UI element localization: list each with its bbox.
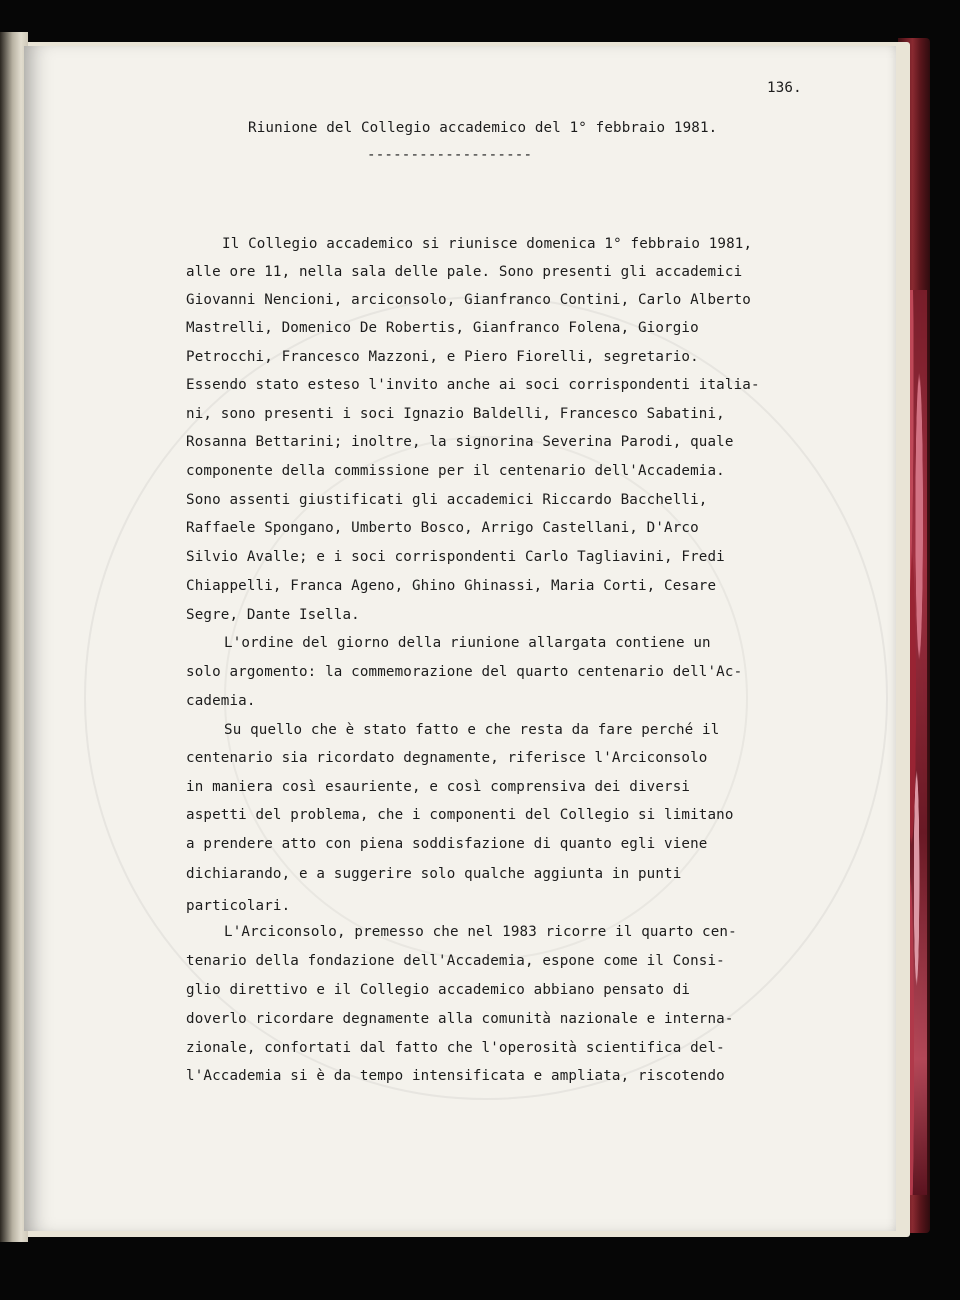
text-line: solo argomento: la commemorazione del quarto centenario dell'Ac-	[186, 664, 743, 680]
text-line: l'Accademia si è da tempo intensificata e ampliata, riscotendo	[186, 1068, 725, 1084]
page-number: 136.	[767, 80, 802, 96]
text-line: ni, sono presenti i soci Ignazio Baldelli, Francesco Sabatini,	[186, 406, 725, 422]
text-line: aspetti del problema, che i componenti del Collegio si limitano	[186, 807, 734, 823]
title-underline: -------------------	[367, 147, 533, 163]
text-line: L'ordine del giorno della riunione allargata contiene un	[224, 635, 711, 651]
text-line: Segre, Dante Isella.	[186, 607, 360, 623]
text-line: Essendo stato esteso l'invito anche ai soci corrispondenti italia-	[186, 377, 760, 393]
text-line: dichiarando, e a suggerire solo qualche aggiunta in punti	[186, 866, 682, 882]
text-line: centenario sia ricordato degnamente, riferisce l'Arciconsolo	[186, 750, 708, 766]
text-line: L'Arciconsolo, premesso che nel 1983 ricorre il quarto cen-	[224, 924, 737, 940]
text-line: Giovanni Nencioni, arciconsolo, Gianfranco Contini, Carlo Alberto	[186, 292, 751, 308]
text-line: Su quello che è stato fatto e che resta da fare perché il	[224, 722, 720, 738]
text-line: tenario della fondazione dell'Accademia, espone come il Consi-	[186, 953, 725, 969]
text-line: Rosanna Bettarini; inoltre, la signorina Severina Parodi, quale	[186, 434, 734, 450]
text-line: componente della commissione per il centenario dell'Accademia.	[186, 463, 725, 479]
text-line: Sono assenti giustificati gli accademici Riccardo Bacchelli,	[186, 492, 708, 508]
text-line: Petrocchi, Francesco Mazzoni, e Piero Fiorelli, segretario.	[186, 349, 699, 365]
text-line: Raffaele Spongano, Umberto Bosco, Arrigo Castellani, D'Arco	[186, 520, 699, 536]
text-line: Mastrelli, Domenico De Robertis, Gianfranco Folena, Giorgio	[186, 320, 699, 336]
text-line: particolari.	[186, 898, 291, 914]
text-line: Chiappelli, Franca Ageno, Ghino Ghinassi, Maria Corti, Cesare	[186, 578, 717, 594]
text-line: zionale, confortati dal fatto che l'operosità scientifica del-	[186, 1040, 725, 1056]
text-line: a prendere atto con piena soddisfazione di quanto egli viene	[186, 836, 708, 852]
text-line: alle ore 11, nella sala delle pale. Sono presenti gli accademici	[186, 264, 743, 280]
text-line: in maniera così esauriente, e così comprensiva dei diversi	[186, 779, 691, 795]
page-title: Riunione del Collegio accademico del 1° febbraio 1981.	[248, 120, 718, 136]
text-line: Silvio Avalle; e i soci corrispondenti Carlo Tagliavini, Fredi	[186, 549, 725, 565]
text-line: glio direttivo e il Collegio accademico abbiano pensato di	[186, 982, 691, 998]
text-line: Il Collegio accademico si riunisce domenica 1° febbraio 1981,	[222, 236, 753, 252]
text-line: cademia.	[186, 693, 256, 709]
text-line: doverlo ricordare degnamente alla comunità nazionale e interna-	[186, 1011, 734, 1027]
